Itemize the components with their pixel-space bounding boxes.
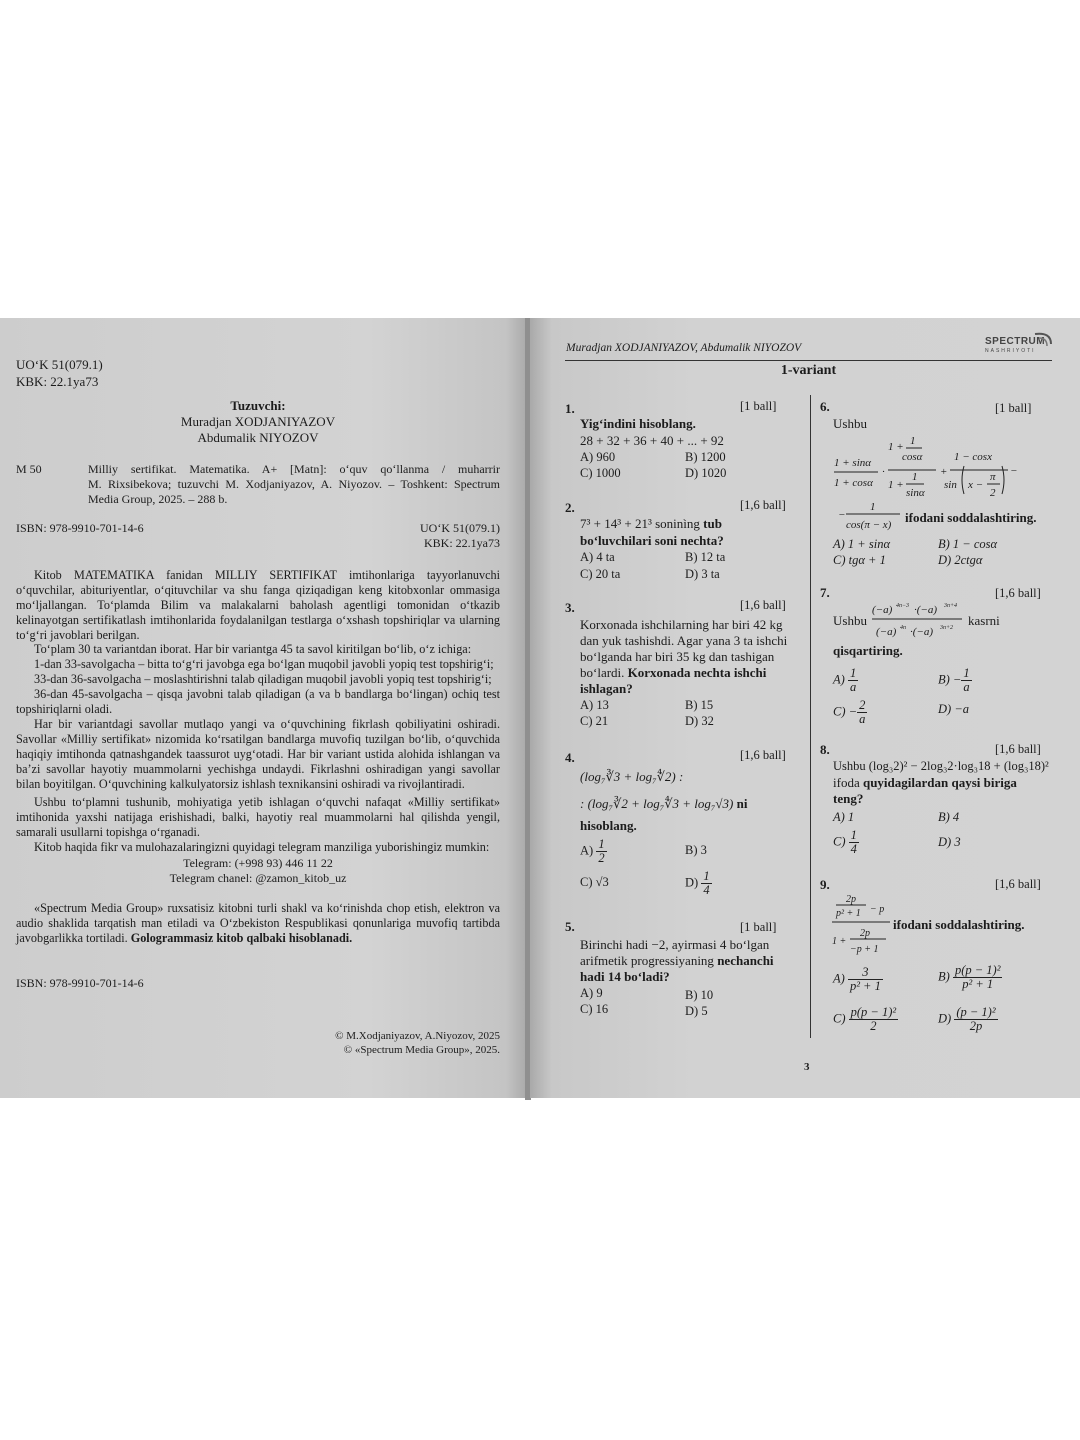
questions-paragraph: Har bir variantdagi savollar mutlaqo yangi va o‘quvchining fikrlash qobiliyatini oshiradi. Savollar «Milliy sertifikat» nizomida ko‘rsatilgan bandlarga muvofiq tuzilgan bo‘lib, o‘quvchida haqiqiy imtihonda qatnashgandek taassurot uyg‘otadi. Har bir variant ustida alohida ishlangan va ba’zi savollar hayotiy muammolarni yechishga undaydi. Fikrlashni oshiradigan yangi savollar bilan boyitilgan. O‘quvchining kalkulyatorsiz ishlash texnikansini oshiradi va rivojlantiradi. — [16, 717, 500, 791]
q8-option-c-numerator: 1 — [850, 828, 857, 842]
svg-text:x −: x − — [968, 479, 984, 491]
svg-text:+: + — [940, 466, 948, 478]
q1-number: 1. — [565, 401, 575, 416]
q8-line-3: teng? — [833, 791, 864, 806]
q3-option-a[interactable]: A) 13 — [580, 698, 609, 712]
q3-option-d[interactable]: D) 32 — [685, 714, 714, 728]
q7-option-b-fraction — [961, 667, 971, 694]
logo-swoosh-icon — [1033, 330, 1055, 352]
isbn-bottom: ISBN: 978-9910-701-14-6 — [16, 976, 144, 990]
catalog-code: M 50 — [16, 462, 42, 476]
svg-text:1: 1 — [870, 501, 876, 513]
q1-option-c[interactable]: C) 1000 — [580, 466, 621, 480]
q8-expression: Ushbu (log₃2)² − 2log₃2·log₃18 + (log₃18)² — [833, 759, 1049, 773]
q7-option-d[interactable]: D) −a — [938, 702, 969, 716]
q9-option-c-fraction — [849, 1006, 899, 1033]
udk-code: UO‘K 51(079.1) — [16, 357, 103, 372]
svg-text:4n−3: 4n−3 — [896, 603, 910, 609]
q6-points: [1 ball] — [995, 401, 1032, 415]
running-header-authors: Muradjan XODJANIYAZOV, Abdumalik NIYOZOV — [566, 342, 802, 354]
q4-points: [1,6 ball] — [740, 748, 786, 762]
q9-option-d-label: D) — [938, 1011, 952, 1026]
q5-points: [1 ball] — [740, 920, 777, 934]
structure-item-2: 33-dan 36-savolgacha – moslashtirishni talab qiladigan muqobil javobli yopiq test topshirig‘i; — [34, 672, 492, 686]
svg-text:·(−a): ·(−a) — [910, 626, 933, 638]
hologram-warning: Gologrammasiz kitob qalbaki hisoblanadi. — [130, 931, 353, 945]
q9-points: [1,6 ball] — [995, 877, 1041, 891]
q9-option-c-label: C) — [833, 1011, 846, 1026]
q9-option-a-fraction — [848, 966, 883, 993]
q2-prompt-line1 — [580, 515, 722, 532]
biblio-line-1: Milliy sertifikat. Matematika. A+ [Matn]: o‘quv qo‘llanma / muharrir — [88, 462, 500, 476]
q7-option-b-numerator: 1 — [963, 666, 970, 680]
q3-number: 3. — [565, 600, 575, 615]
q7-number: 7. — [820, 585, 830, 600]
q2-prompt-text: 7³ + 14³ + 21³ soninìng — [580, 516, 700, 531]
q3-line-1: Korxonada ishchilarning har biri 42 kg — [580, 617, 783, 632]
q6-option-b[interactable]: B) 1 − cosα — [938, 537, 998, 551]
q4-option-d-fraction — [701, 870, 711, 897]
q4-option-d-numerator: 1 — [703, 869, 710, 883]
biblio-line-2: M. Rixsibekova; tuzuvchi M. Xodjaniyazov, A. Niyozov. – Toshkent: Spectrum — [88, 477, 500, 491]
q5-option-a[interactable]: A) 9 — [580, 986, 603, 1000]
svg-text:sinα: sinα — [906, 487, 925, 499]
svg-text:−: − — [1010, 465, 1018, 477]
q2-prompt-bold: tub — [703, 516, 722, 531]
biblio-line-3: Media Group, 2025. – 288 b. — [88, 492, 228, 506]
author-2: Abdumalik NIYOZOV — [197, 430, 319, 445]
q2-number: 2. — [565, 500, 575, 515]
q9-option-b-denominator: p² + 1 — [962, 977, 994, 991]
q4-expression-line2-math: : (log₇∛2 + log₇∜3 + log₇√3) — [580, 796, 734, 811]
q2-option-b[interactable]: B) 12 ta — [685, 550, 726, 564]
q7-points: [1,6 ball] — [995, 586, 1041, 600]
q1-option-b[interactable]: B) 1200 — [685, 450, 726, 464]
q9-number: 9. — [820, 877, 830, 892]
q9-option-c-numerator: p(p − 1)² — [850, 1005, 897, 1019]
q4-option-c[interactable]: C) √3 — [580, 875, 609, 889]
copyright-notice — [16, 901, 500, 946]
q3-line-3: bo‘lganda har biri 35 kg dan tashigan — [580, 649, 775, 664]
page-number: 3 — [804, 1061, 810, 1073]
q6-number: 6. — [820, 399, 830, 414]
logo-subtext: NASHRIYOTI — [985, 348, 1036, 354]
q9-option-d-numerator: (p − 1)² — [956, 1005, 996, 1019]
q9-formula — [830, 892, 894, 960]
q1-expression: 28 + 32 + 36 + 40 + ... + 92 — [580, 433, 724, 448]
q6-instruction: ifodani soddalashtiring. — [905, 510, 1037, 525]
q7-formula — [870, 597, 966, 641]
q5-line-2 — [580, 952, 774, 969]
svg-text:1 +: 1 + — [888, 479, 904, 491]
kbk-right: KBK: 22.1ya73 — [424, 536, 500, 550]
structure-item-1: 1-dan 33-savolgacha – bitta to‘g‘ri javobga ega bo‘lgan muqobil javobli yopiq test topshirig‘i; — [34, 657, 494, 671]
q4-option-b[interactable]: B) 3 — [685, 843, 707, 857]
q5-line-1: Birinchi hadi −2, ayirmasi 4 bo‘lgan — [580, 937, 770, 952]
q2-points: [1,6 ball] — [740, 498, 786, 512]
q5-line-2-text: arifmetik progressiyaning — [580, 953, 714, 968]
logo-text: SPECTRUM — [985, 336, 1046, 347]
copyright-notice-text: «Spectrum Media Group» ruxsatisiz kitobni turli shakl va ko‘rinishda chop etish, elektron va audio shaklida tarqatish man etiladi va O‘zbekiston Respublikasi qonunlariga muvofiq tartibda javobgarlikka tortiladi. — [16, 901, 500, 945]
q3-line-4-text: bo‘lardi. — [580, 665, 625, 680]
q8-option-c[interactable] — [833, 829, 859, 856]
q6-option-a[interactable]: A) 1 + sinα — [833, 537, 891, 551]
variant-title: 1-variant — [780, 363, 837, 378]
q1-option-a[interactable]: A) 960 — [580, 450, 616, 464]
q7-option-a-denominator: a — [849, 680, 857, 694]
udk-right: UO‘K 51(079.1) — [420, 521, 500, 535]
svg-text:1 − cosx: 1 − cosx — [954, 451, 992, 463]
q8-line-2 — [833, 774, 1017, 791]
q9-option-a-numerator: 3 — [848, 966, 883, 980]
svg-text:·: · — [882, 466, 885, 478]
telegram-contact: Telegram: (+998 93) 446 11 22 — [183, 856, 333, 870]
q7-instruction: qisqartiring. — [833, 643, 903, 658]
q2-option-d[interactable]: D) 3 ta — [685, 567, 720, 581]
q9-option-b-numerator: p(p − 1)² — [954, 963, 1001, 977]
q4-option-d-label: D) — [685, 875, 699, 890]
svg-text:1 +: 1 + — [832, 936, 847, 947]
svg-text:·(−a): ·(−a) — [914, 604, 937, 616]
svg-text:p² + 1: p² + 1 — [836, 908, 861, 919]
copyright-publisher: © «Spectrum Media Group», 2025. — [343, 1044, 500, 1056]
q8-points: [1,6 ball] — [995, 742, 1041, 756]
q3-option-c[interactable]: C) 21 — [580, 714, 609, 728]
q9-option-a-denominator: p² + 1 — [849, 979, 881, 993]
kbk-code: KBK: 22.1ya73 — [16, 374, 99, 389]
svg-text:sin: sin — [944, 479, 957, 491]
q7-option-c[interactable] — [833, 699, 867, 726]
q4-instruction: hisoblang. — [580, 818, 637, 833]
q9-option-d[interactable] — [938, 1006, 998, 1033]
intro-paragraph: Kitob MATEMATIKA fanidan MILLIY SERTIFIKAT imtihonlariga tayyorlanuvchi o‘quvchilar, abituriyentlar, o‘qituvchilar va shu fanga qiziqadigan keng kitobxonlar ommasiga mo‘ljallangan. To‘plamda Bilim va malakalarni baholash agentligi tomonidan o‘tkazib kelinayotgan sertifikatlash imtihonlarida foydalanilgan testlarga o‘xshash topshiriqlar va ularning to‘g‘ri javoblari berilgan. — [16, 568, 500, 642]
q3-points: [1,6 ball] — [740, 598, 786, 612]
telegram-channel: Telegram chanel: @zamon_kitob_uz — [169, 871, 347, 885]
q6-option-d[interactable]: D) 2ctgα — [938, 553, 983, 567]
q8-line-2-bold: quyidagilardan qaysi biriga — [862, 775, 1017, 790]
compiler-label: Tuzuvchi: — [230, 398, 286, 413]
q7-option-b[interactable] — [938, 667, 972, 694]
spectrum-logo — [985, 330, 1055, 356]
copyright-authors: © M.Xodjaniyazov, A.Niyozov, 2025 — [335, 1030, 500, 1042]
q8-option-a[interactable]: A) 1 — [833, 810, 855, 824]
q4-option-a-numerator: 1 — [598, 837, 605, 851]
q9-option-b-fraction — [953, 964, 1003, 991]
q2-prompt-line2: bo‘luvchilari soni nechta? — [580, 533, 724, 548]
q7-option-c-numerator: 2 — [859, 698, 866, 712]
q7-option-c-label: C) − — [833, 704, 858, 719]
q4-option-a-denominator: 2 — [598, 851, 605, 865]
q9-option-b-label: B) — [938, 969, 950, 984]
structure-item-3: 36-dan 45-savolgacha – qisqa javobni talab qiladigan (a va b bandlarga bo‘lingan) ochiq test topshiriqlarni oladi. — [16, 687, 500, 716]
svg-text:(−a): (−a) — [876, 626, 897, 638]
q5-number: 5. — [565, 919, 575, 934]
q9-option-a[interactable] — [833, 966, 883, 993]
svg-text:1 + sinα: 1 + sinα — [834, 457, 872, 469]
q3-option-b[interactable]: B) 15 — [685, 698, 714, 712]
author-1: Muradjan XODJANIYAZOV — [180, 414, 336, 429]
svg-text:cosα: cosα — [902, 451, 923, 463]
q4-option-a-fraction — [596, 838, 606, 865]
q9-option-b[interactable] — [938, 964, 1002, 991]
q3-line-5: ishlagan? — [580, 681, 633, 696]
q4-option-d-denominator: 4 — [703, 883, 710, 897]
q5-line-3: hadi 14 bo‘ladi? — [580, 969, 670, 984]
svg-text:2p: 2p — [846, 894, 856, 905]
svg-text:1 +: 1 + — [888, 441, 904, 453]
q8-option-c-label: C) — [833, 834, 846, 849]
svg-text:1: 1 — [912, 471, 918, 483]
q7-prompt: Ushbu — [833, 613, 867, 628]
svg-text:1 + cosα: 1 + cosα — [834, 477, 873, 489]
q1-points: [1 ball] — [740, 399, 777, 413]
q4-option-d[interactable] — [685, 870, 712, 897]
q4-option-a-label: A) — [580, 843, 594, 858]
svg-text:3n+2: 3n+2 — [940, 625, 954, 631]
q9-option-c[interactable] — [833, 1006, 898, 1033]
svg-text:(−a): (−a) — [872, 604, 893, 616]
q9-option-a-label: A) — [833, 971, 845, 986]
svg-text:−: − — [838, 509, 846, 521]
q8-option-c-denominator: 4 — [850, 842, 857, 856]
svg-text:− p: − p — [870, 904, 885, 915]
q8-number: 8. — [820, 742, 830, 757]
q3-line-4 — [580, 664, 766, 681]
q2-option-c[interactable]: C) 20 ta — [580, 567, 621, 581]
q2-option-a[interactable]: A) 4 ta — [580, 550, 615, 564]
feedback-paragraph: Kitob haqida fikr va mulohazalaringizni quyidagi telegram manziliga yuborishingiz mumkin: — [34, 840, 490, 854]
q9-option-d-fraction — [954, 1006, 997, 1033]
q4-option-a[interactable] — [580, 838, 607, 865]
q5-option-b[interactable]: B) 10 — [685, 988, 714, 1002]
q7-option-a-fraction — [848, 667, 858, 694]
q7-option-b-denominator: a — [963, 680, 970, 694]
q9-option-d-denominator: 2p — [969, 1019, 983, 1033]
q7-option-a-numerator: 1 — [849, 666, 857, 680]
header-rule — [565, 360, 1052, 361]
svg-text:3n+4: 3n+4 — [944, 603, 958, 609]
q4-number: 4. — [565, 750, 575, 765]
q1-prompt: Yig‘indini hisoblang. — [580, 416, 696, 431]
q3-line-4-bold: Korxonada nechta ishchi — [627, 665, 767, 680]
q9-instruction: ifodani soddalashtiring. — [893, 917, 1025, 932]
svg-text:2p: 2p — [860, 928, 870, 939]
q6-option-c[interactable]: C) tgα + 1 — [833, 553, 886, 567]
svg-text:−p + 1: −p + 1 — [850, 944, 879, 955]
q5-option-d[interactable]: D) 5 — [685, 1004, 708, 1018]
svg-text:4n: 4n — [900, 625, 906, 631]
q7-option-b-label: B) − — [938, 672, 962, 687]
structure-line: To‘plam 30 ta variantdan iborat. Har bir variantga 45 ta savol kiritilgan bo‘lib, o‘z ichiga: — [34, 642, 472, 656]
q7-option-a-label: A) — [833, 672, 845, 687]
column-divider — [810, 395, 811, 1038]
q7-option-a[interactable] — [833, 667, 858, 694]
q6-prompt: Ushbu — [833, 416, 867, 431]
q8-option-b[interactable]: B) 4 — [938, 810, 960, 824]
q7-tail: kasrni — [968, 613, 1000, 628]
q4-expression-line1: (log₇∛3 + log₇∜2) : — [580, 769, 684, 784]
q7-option-c-denominator: a — [859, 712, 866, 726]
svg-text:π: π — [990, 471, 996, 483]
q9-option-c-denominator: 2 — [870, 1019, 877, 1033]
svg-text:cos(π − x): cos(π − x) — [846, 519, 892, 531]
q5-line-2-bold: nechanchi — [717, 953, 774, 968]
isbn: ISBN: 978-9910-701-14-6 — [16, 521, 144, 535]
q8-option-c-fraction — [849, 829, 859, 856]
svg-text:2: 2 — [990, 487, 996, 499]
svg-text:1: 1 — [910, 435, 916, 447]
outcome-paragraph: Ushbu to‘plamni tushunib, mohiyatiga yetib ishlagan o‘quvchi nafaqat «Milliy sertifikat» imtihonida yaxshi natijaga erishishadi, balki, hayotiy real muammolarni hal qilishda yengil, samarali usullarni topishga o‘rganadi. — [16, 795, 500, 839]
q3-line-2: dan yuk tashishdi. Agar yana 3 ta ishchi — [580, 633, 788, 648]
q7-option-c-fraction — [857, 699, 867, 726]
q8-option-d[interactable]: D) 3 — [938, 835, 961, 849]
q1-option-d[interactable]: D) 1020 — [685, 466, 727, 480]
q8-line-2-text: ifoda — [833, 775, 860, 790]
q4-expression-line2 — [580, 795, 747, 812]
q4-expression-line2-ni: ni — [736, 796, 748, 811]
q5-option-c[interactable]: C) 16 — [580, 1002, 609, 1016]
